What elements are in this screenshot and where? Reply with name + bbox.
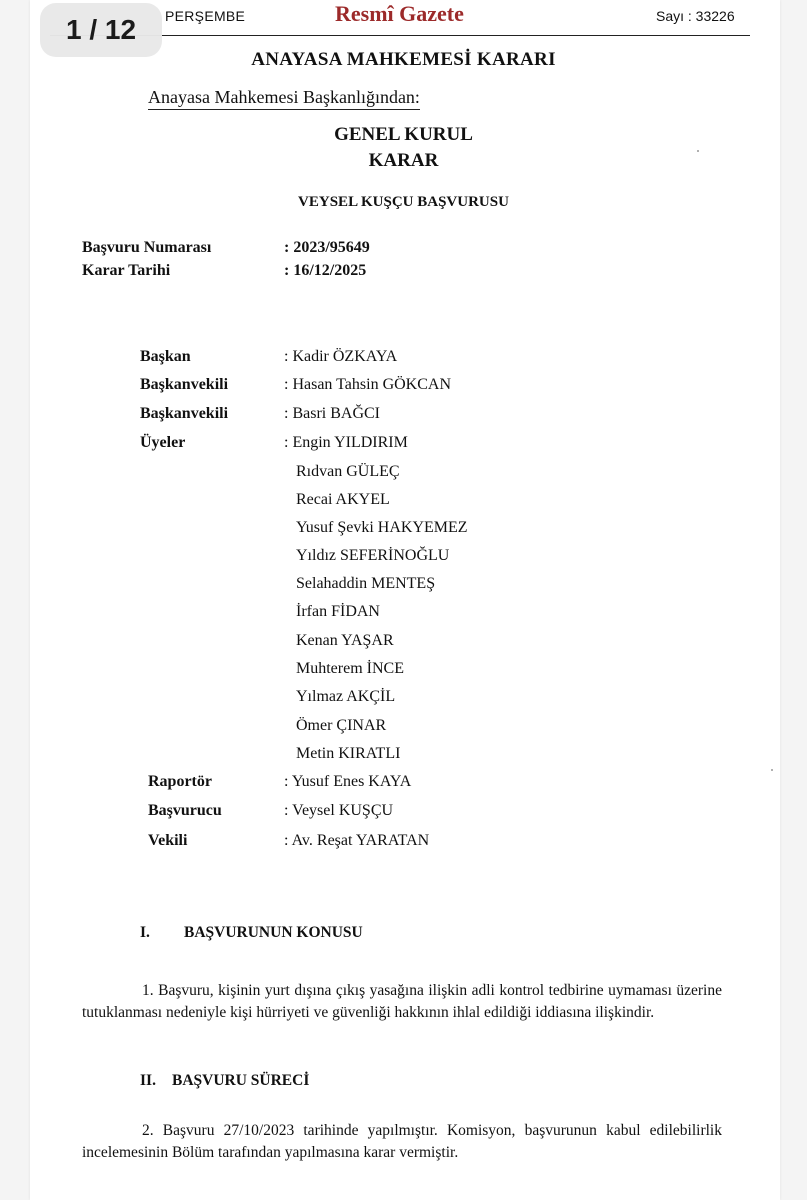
section-number: II.: [140, 1072, 156, 1089]
member-name: Yıldız SEFERİNOĞLU: [296, 547, 450, 564]
application-number-value: : 2023/95649: [284, 239, 370, 256]
page-indicator: 1 / 12: [40, 3, 162, 57]
rapporteur-label: Raportör: [148, 773, 212, 790]
member-name: Muhterem İNCE: [296, 660, 404, 677]
applicant-label: Başvurucu: [148, 802, 222, 819]
vice-president-name: : Hasan Tahsin GÖKCAN: [284, 376, 452, 393]
counsel-label: Vekili: [148, 832, 188, 849]
application-number-label: Başvuru Numarası: [82, 239, 212, 256]
scan-speck: [697, 150, 699, 152]
president-label: Başkan: [140, 348, 191, 365]
rapporteur-name: : Yusuf Enes KAYA: [284, 773, 412, 790]
section-title: BAŞVURUNUN KONUSU: [184, 924, 363, 941]
vice-president-label: Başkanvekili: [140, 405, 229, 422]
member-name: Yusuf Şevki HAKYEMEZ: [296, 519, 468, 536]
case-title: VEYSEL KUŞÇU BAŞVURUSU: [298, 194, 509, 210]
paragraph: [82, 1120, 722, 1164]
issue-number: Sayı : 33226: [656, 8, 735, 24]
member-name: Ömer ÇINAR: [296, 717, 387, 734]
paragraph: [82, 980, 722, 1024]
decision-date-label: Karar Tarihi: [82, 262, 171, 279]
header-day: PERŞEMBE: [165, 8, 246, 24]
member-name: Recai AKYEL: [296, 491, 390, 508]
members-label: Üyeler: [140, 434, 186, 451]
member-name: : Engin YILDIRIM: [284, 434, 408, 451]
vice-president-name: : Basri BAĞCI: [284, 405, 380, 422]
vice-president-label: Başkanvekili: [140, 376, 229, 393]
section-number: I.: [140, 924, 150, 941]
paragraph-text: 1. Başvuru, kişinin yurt dışına çıkış yasağına ilişkin adli kontrol tedbirine uymaması üzerine tutuklanması nedeniyle kişi hürriyeti ve güvenliği hakkının ihlal edildiği iddiasına ilişkindir.: [82, 982, 722, 1021]
issuing-authority: Anayasa Mahkemesi Başkanlığından:: [148, 87, 420, 110]
decision-heading: KARAR: [368, 150, 439, 171]
member-name: Metin KIRATLI: [296, 745, 401, 762]
counsel-name: : Av. Reşat YARATAN: [284, 832, 430, 849]
member-name: Rıdvan GÜLEÇ: [296, 463, 400, 480]
chamber-name: GENEL KURUL: [334, 124, 473, 145]
member-name: Selahaddin MENTEŞ: [296, 575, 436, 592]
gazette-title: Resmî Gazete: [335, 1, 464, 26]
document-title: ANAYASA MAHKEMESİ KARARI: [251, 49, 556, 70]
scan-speck: [771, 769, 773, 771]
decision-date-value: : 16/12/2025: [284, 262, 367, 279]
member-name: Yılmaz AKÇİL: [296, 688, 396, 705]
paragraph-text: 2. Başvuru 27/10/2023 tarihinde yapılmıştır. Komisyon, başvurunun kabul edilebilirlik incelemesinin Bölüm tarafından yapılmasına karar vermiştir.: [82, 1122, 722, 1161]
section-title: BAŞVURU SÜRECİ: [172, 1072, 310, 1089]
president-name: : Kadir ÖZKAYA: [284, 348, 398, 365]
member-name: Kenan YAŞAR: [296, 632, 394, 649]
applicant-name: : Veysel KUŞÇU: [284, 802, 394, 819]
member-name: İrfan FİDAN: [296, 603, 380, 620]
